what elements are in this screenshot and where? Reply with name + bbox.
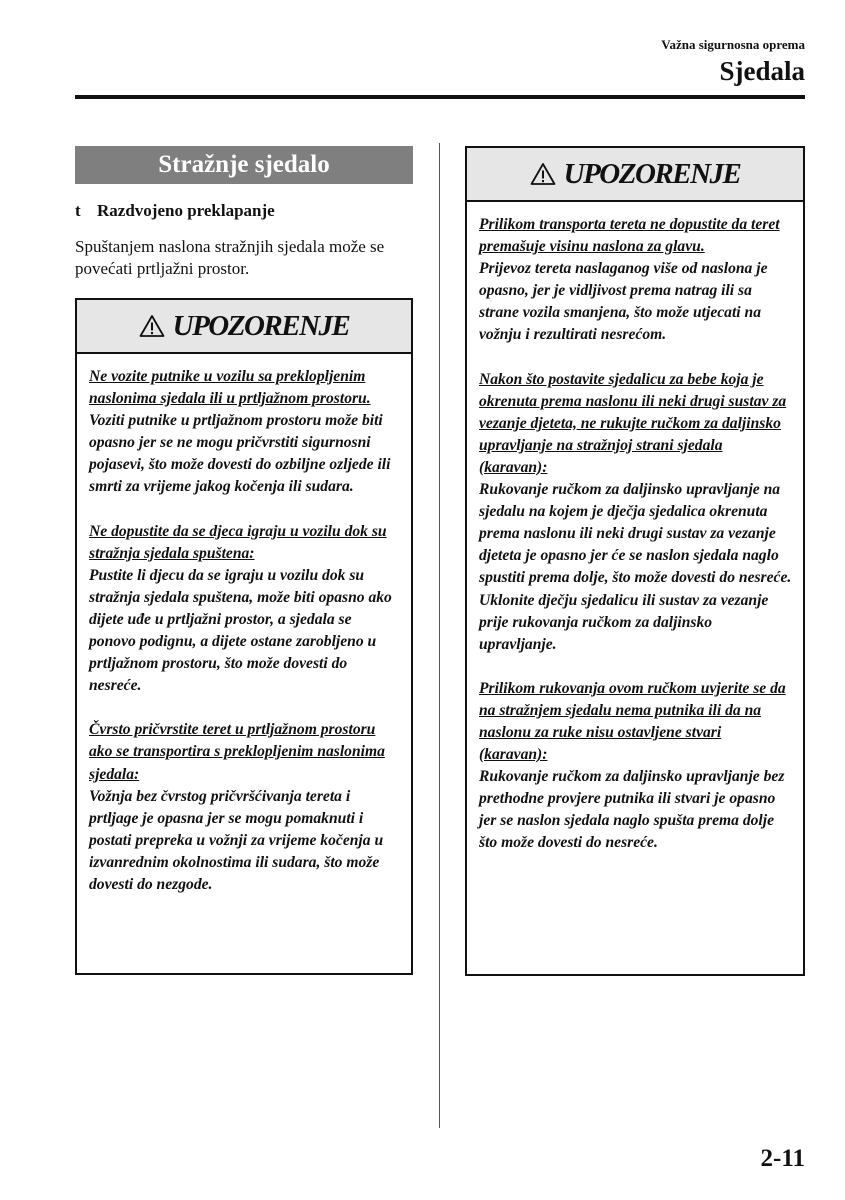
warning-header [77, 300, 411, 354]
warning-item [479, 214, 793, 347]
warning-box-right [465, 146, 805, 976]
warning-title: UPOZORENJE [563, 157, 741, 190]
warning-item [479, 369, 793, 656]
warning-triangle-icon [139, 314, 165, 338]
warning-item-text: Voziti putnike u prtljažnom prostoru može biti opasno jer se ne mogu pričvrstiti sigurnosni pojasevi, što može dovesti do ozbiljne ozljede ili smrti za vrijeme jakog kočenja ili sudara. [89, 412, 391, 496]
warning-body [467, 202, 803, 865]
warning-item-head: Čvrsto pričvrstite teret u prtljažnom prostoru ako se transportira s preklopljenim naslonima sjedala: [89, 721, 385, 783]
warning-item-text: Rukovanje ručkom za daljinsko upravljanje na sjedalu na kojem je dječja sjedalica okrenuta prema naslonu ili neki drugi sustav za vezanje djeteta je opasno jer će se naslon sjedala naglo spustiti prema dolje, što može dovesti do nesreće. Uklonite dječju sjedalicu ili sustav za vezanje prije rukovanja ručkom za daljinsko upravljanje. [479, 481, 792, 653]
column-divider [439, 143, 440, 1128]
warning-item-text: Vožnja bez čvrstog pričvršćivanja tereta i prtljage je opasna jer se mogu pomaknuti i postati prepreka u vožnji za vrijeme kočenja u izvanrednim okolnostima ili sudara, što može dovesti do nezgode. [89, 787, 384, 893]
warning-item-head: Ne vozite putnike u vozilu sa preklopljenim naslonima sjedala ili u prtljažnom prostoru. [89, 368, 371, 408]
warning-item [89, 366, 401, 499]
warning-box-left [75, 298, 413, 975]
subheading [75, 201, 275, 221]
intro-paragraph: Spuštanjem naslona stražnjih sjedala može se povećati prtljažni prostor. [75, 237, 385, 278]
warning-triangle-icon [530, 162, 556, 186]
warning-item-text: Prijevoz tereta naslaganog više od naslona je opasno, jer je vidljivost prema natrag ili sa strane vozila smanjena, što može utjecati na vožnju i rezultirati nesrećom. [479, 260, 768, 344]
warning-item-head: Ne dopustite da se djeca igraju u vozilu dok su stražnja sjedala spuštena: [89, 522, 387, 562]
running-header-section: Važna sigurnosna oprema [661, 37, 805, 52]
warning-header [467, 148, 803, 202]
warning-item [89, 719, 401, 896]
warning-item-head: Prilikom transporta tereta ne dopustite da teret premašuje visinu naslona za glavu. [479, 216, 780, 256]
header-rule [75, 95, 805, 99]
running-header-chapter: Sjedala [719, 56, 805, 86]
warning-item [479, 678, 793, 855]
warning-item [89, 521, 401, 698]
warning-item-text: Rukovanje ručkom za daljinsko upravljanje bez prethodne provjere putnika ili stvari je opasno jer se naslon sjedala naglo spušta prema dolje što može dovesti do nesreće. [479, 768, 785, 852]
subheading-text: Razdvojeno preklapanje [97, 201, 275, 220]
subheading-bullet: t [75, 201, 81, 220]
warning-item-head: Nakon što postavite sjedalicu za bebe koja je okrenuta prema naslonu ili neki drugi sustav za vezanje djeteta, ne rukujte ručkom za daljinsko upravljanje na stražnjoj strani sjedala (karavan): [479, 370, 787, 476]
page-number: 2-11 [760, 1145, 805, 1172]
warning-body [77, 354, 411, 906]
warning-title: UPOZORENJE [172, 309, 350, 342]
warning-item-head: Prilikom rukovanja ovom ručkom uvjerite se da na stražnjem sjedalu nema putnika ili da na naslonu za ruke nisu ostavljene stvari (karavan): [479, 679, 786, 764]
warning-item-text: Pustite li djecu da se igraju u vozilu dok su stražnja sjedala spuštena, može biti opasno ako dijete uđe u prtljažni prostor, a sjedala se ponovo podignu, a dijete ostane zarobljeno u prtljažnom prostoru, što može dovesti do nesreće. [89, 566, 392, 695]
section-title: Stražnje sjedalo [75, 146, 413, 184]
